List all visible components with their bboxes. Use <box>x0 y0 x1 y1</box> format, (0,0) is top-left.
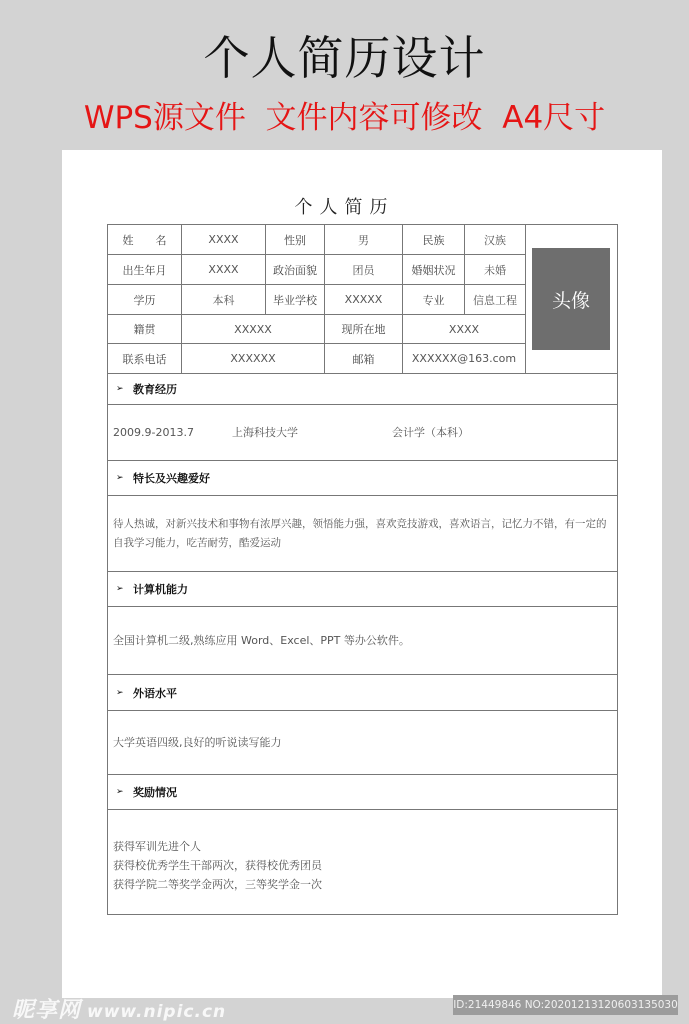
section-title: 计算机能力 <box>133 583 188 596</box>
value-gender[interactable]: 男 <box>325 225 403 255</box>
award-line[interactable]: 获得学院二等奖学金两次，三等奖学金一次 <box>113 877 322 891</box>
bullet-arrow-icon: ➢ <box>116 584 124 594</box>
watermark-brand-name: 昵享网 <box>12 998 82 1023</box>
watermark-brand <box>12 993 226 1024</box>
value-marital-status[interactable]: 未婚 <box>465 255 526 285</box>
section-header-education <box>108 374 617 405</box>
value-name[interactable]: XXXX <box>182 225 266 255</box>
section-title: 外语水平 <box>133 686 177 700</box>
value-current-location[interactable]: XXXX <box>403 315 526 344</box>
banner-subtitle: WPS源文件 文件内容可修改 A4尺寸 <box>83 100 606 136</box>
label-native-place: 籍贯 <box>108 315 182 344</box>
watermark-url: www.nipic.cn <box>87 1002 227 1022</box>
value-graduate-school[interactable]: XXXXX <box>325 285 403 315</box>
label-birth-date: 出生年月 <box>108 255 182 285</box>
award-line[interactable]: 获得军训先进个人 <box>113 839 201 853</box>
hobbies-line[interactable]: 自我学习能力，吃苦耐劳，酷爱运动 <box>113 536 281 549</box>
photo-placeholder[interactable] <box>532 248 610 350</box>
photo-label: 头像 <box>551 289 590 312</box>
label-marital-status: 婚姻状况 <box>403 255 465 285</box>
computer-skills-line[interactable]: 全国计算机二级,熟练应用 Word、Excel、PPT 等办公软件。 <box>113 634 410 647</box>
section-title: 特长及兴趣爱好 <box>133 472 210 485</box>
label-graduate-school: 毕业学校 <box>266 285 325 315</box>
label-email: 邮箱 <box>325 344 403 374</box>
label-political-status: 政治面貌 <box>266 255 325 285</box>
value-ethnicity[interactable]: 汉族 <box>465 225 526 255</box>
section-body-awards <box>108 810 617 914</box>
watermark-id: ID:21449846 NO:20201213120603135030 <box>453 995 678 1015</box>
education-period[interactable]: 2009.9-2013.7 <box>113 426 194 439</box>
value-political-status[interactable]: 团员 <box>325 255 403 285</box>
language-line[interactable]: 大学英语四级,良好的听说读写能力 <box>113 736 282 749</box>
label-gender: 性别 <box>266 225 325 255</box>
value-birth-date[interactable]: XXXX <box>182 255 266 285</box>
section-body-education <box>108 405 617 461</box>
label-name: 姓 名 <box>108 225 182 255</box>
section-title: 教育经历 <box>133 383 177 396</box>
education-entry <box>113 423 617 442</box>
bullet-arrow-icon: ➢ <box>116 787 124 797</box>
section-body-hobbies <box>108 496 617 572</box>
hobbies-line[interactable]: 待人热诚，对新兴技术和事物有浓厚兴趣，领悟能力强，喜欢竞技游戏，喜欢语言，记忆力不错，有一定的 <box>113 517 607 530</box>
label-education-level: 学历 <box>108 285 182 315</box>
section-header-hobbies <box>108 461 617 496</box>
value-major[interactable]: 信息工程 <box>465 285 526 315</box>
resume-title: 个人简历 <box>294 197 395 218</box>
value-email[interactable]: XXXXXX@163.com <box>403 344 526 374</box>
bullet-arrow-icon: ➢ <box>116 473 124 483</box>
value-native-place[interactable]: XXXXX <box>182 315 325 344</box>
value-education-level[interactable]: 本科 <box>182 285 266 315</box>
section-header-language <box>108 675 617 711</box>
section-body-language <box>108 711 617 775</box>
value-phone[interactable]: XXXXXX <box>182 344 325 374</box>
banner-title: 个人简历设计 <box>203 31 486 85</box>
education-major[interactable]: 会计学（本科） <box>392 426 469 439</box>
education-school[interactable]: 上海科技大学 <box>232 426 298 439</box>
section-header-awards <box>108 775 617 810</box>
label-phone: 联系电话 <box>108 344 182 374</box>
bullet-arrow-icon: ➢ <box>116 687 124 698</box>
section-body-computer-skills <box>108 607 617 675</box>
label-ethnicity: 民族 <box>403 225 465 255</box>
bullet-arrow-icon: ➢ <box>116 384 124 394</box>
label-current-location: 现所在地 <box>325 315 403 344</box>
section-header-computer-skills <box>108 572 617 607</box>
section-title: 奖励情况 <box>133 786 177 799</box>
label-major: 专业 <box>403 285 465 315</box>
award-line[interactable]: 获得校优秀学生干部两次，获得校优秀团员 <box>113 858 322 872</box>
